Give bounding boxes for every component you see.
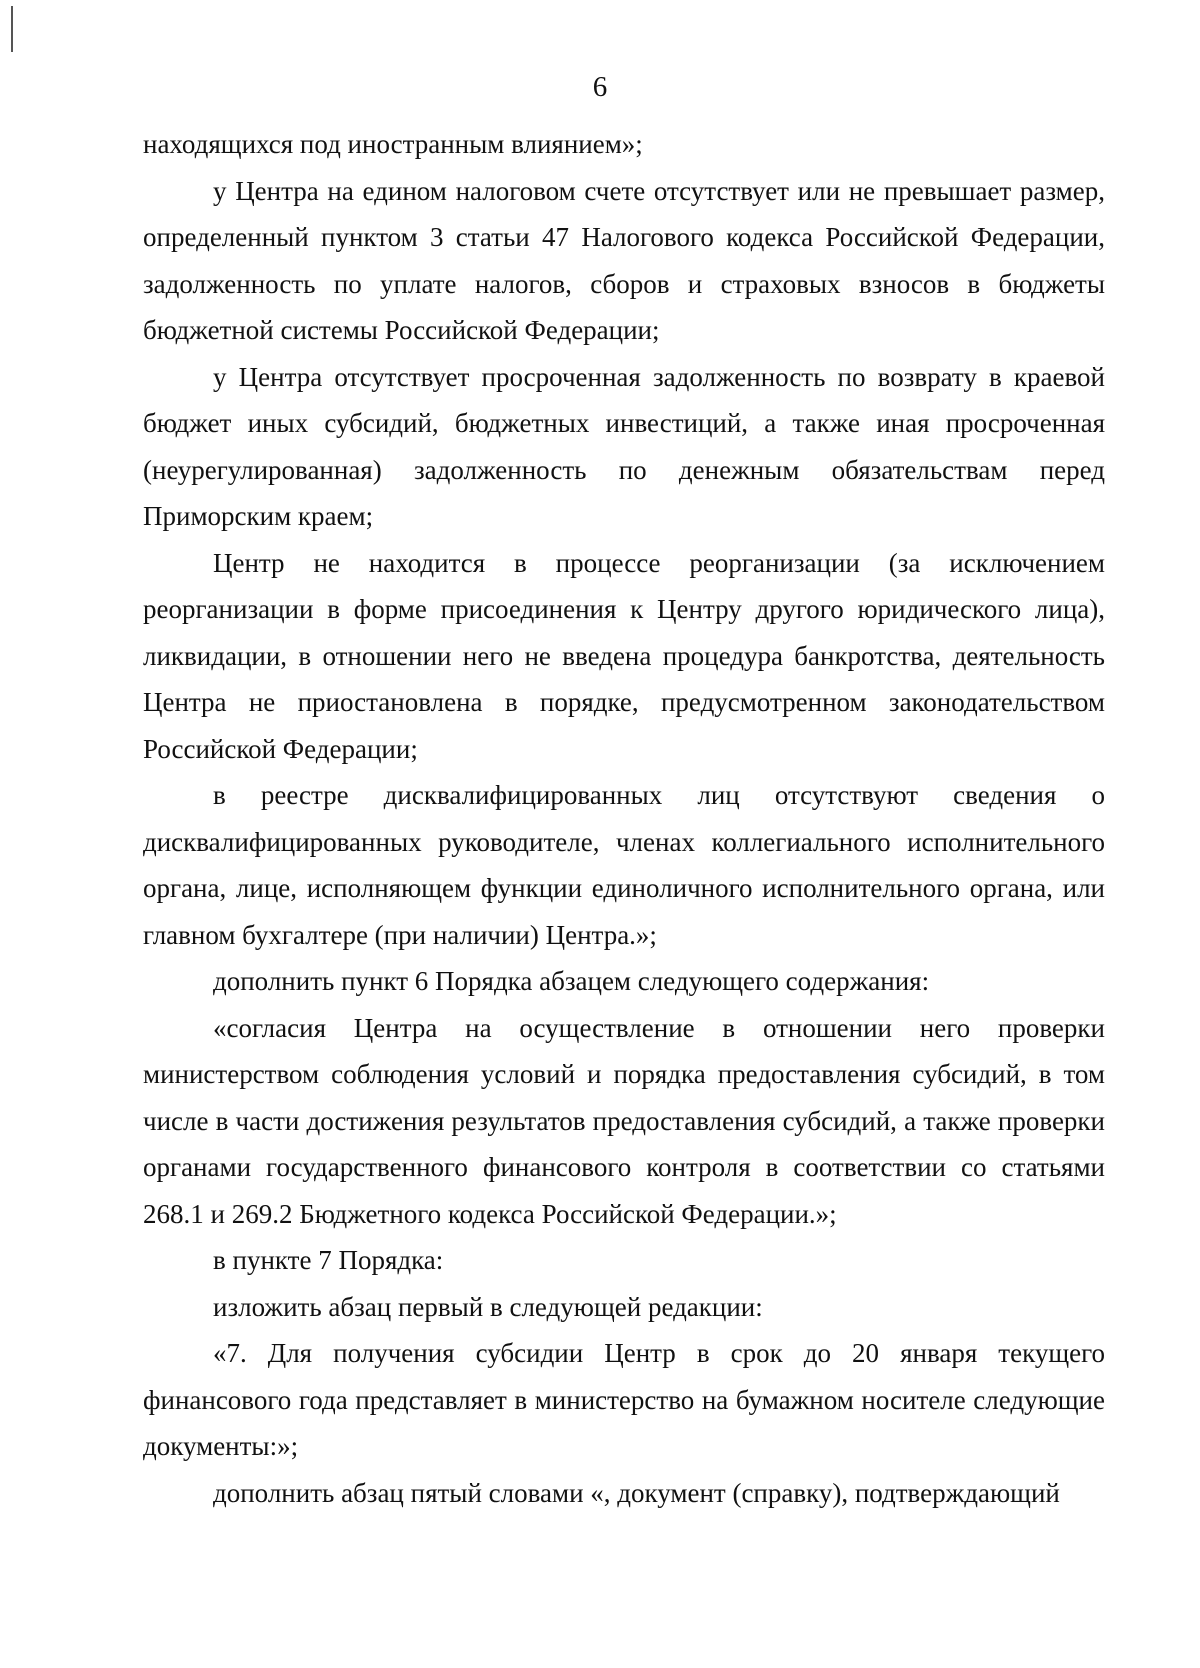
paragraph-continuation: находящихся под иностранным влиянием»; xyxy=(143,129,643,159)
paragraph-point-7: в пункте 7 Порядка: xyxy=(213,1245,444,1275)
paragraph-fifth-abzac: дополнить абзац пятый словами «, документ (справку), подтверждающий xyxy=(213,1477,1060,1508)
paragraph-reorganization: Центр не находится в процессе реорганизации (за исключением реорганизации в форме присоединения к Центру другого юридического лица), ликвидации, в отношении него не введена процедура банкротства, деятельность Центра не приостановлена в порядке, предусмотренном законодательством Российской Федерации; xyxy=(143,547,1105,764)
paragraph-consent-inspection: «согласия Центра на осуществление в отношении него проверки министерством соблюдения условий и порядка предоставления субсидий, в том числе в части достижения результатов предоставления субсидий, а также проверки органами государственного финансового контроля в соответствии со статьями 268.1 и 269.2 Бюджетного кодекса Российской Федерации.»; xyxy=(143,1012,1105,1229)
paragraph-tax-account: у Центра на едином налоговом счете отсутствует или не превышает размер, определенный пунктом 3 статьи 47 Налогового кодекса Российской Федерации, задолженность по уплате налогов, сборов и страховых взносов в бюджеты бюджетной системы Российской Федерации; xyxy=(143,175,1105,345)
document-body xyxy=(143,121,1105,1516)
paragraph-amend-point-6: дополнить пункт 6 Порядка абзацем следующего содержания: xyxy=(213,966,930,996)
paragraph-point-7-text: «7. Для получения субсидии Центр в срок до 20 января текущего финансового года представляет в министерство на бумажном носителе следующие документы:»; xyxy=(143,1338,1105,1461)
page-number: 6 xyxy=(592,71,608,103)
paragraph-disqualified-registry: в реестре дисквалифицированных лиц отсутствуют сведения о дисквалифицированных руководителе, членах коллегиального исполнительного органа, лице, исполняющем функции единоличного исполнительного органа, или главном бухгалтере (при наличии) Центра.»; xyxy=(143,780,1105,950)
scan-edge-mark xyxy=(11,6,13,52)
paragraph-first-abzac: изложить абзац первый в следующей редакции: xyxy=(213,1291,763,1322)
paragraph-overdue-debt: у Центра отсутствует просроченная задолженность по возврату в краевой бюджет иных субсидий, бюджетных инвестиций, а также иная просроченная (неурегулированная) задолженность по денежным обязательствам перед Приморским краем; xyxy=(143,361,1105,531)
